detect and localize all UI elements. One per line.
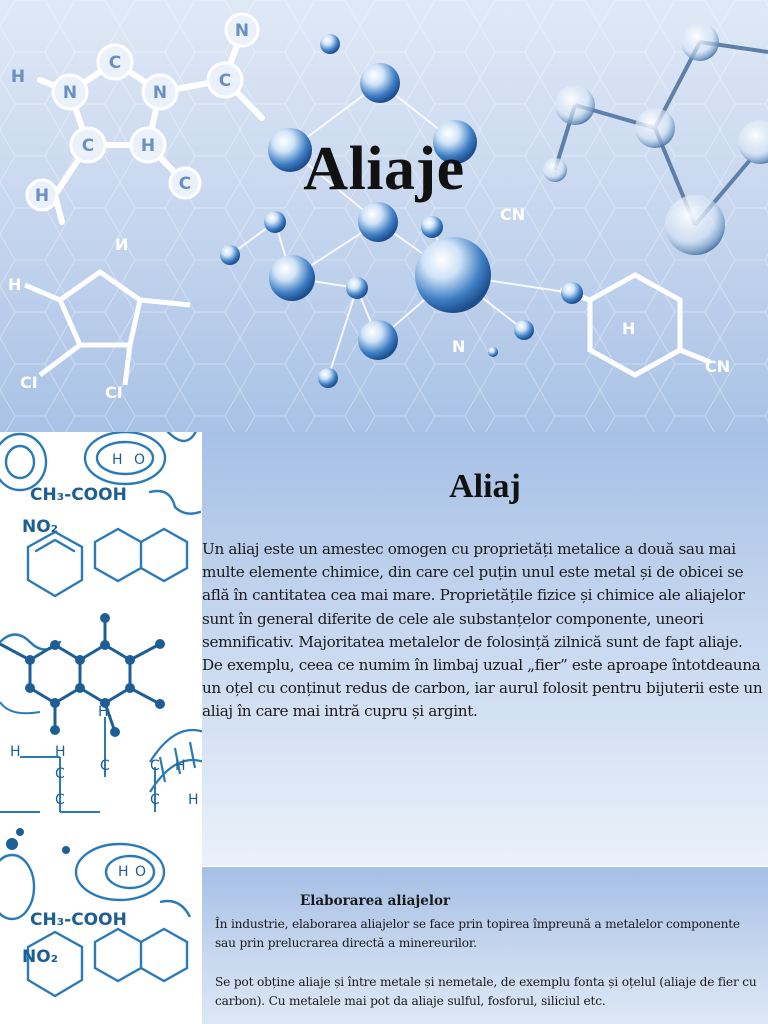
subsection-heading: Elaborarea aliajelor <box>300 893 451 909</box>
slide-title: Aliaje <box>303 135 465 203</box>
atom-label-ci: CI <box>105 383 123 402</box>
atom-label-cn: CN <box>500 205 526 224</box>
atom-c: C <box>150 792 160 808</box>
atom-h: H <box>118 864 129 880</box>
elaboration-paragraph-1: În industrie, elaborarea aliajelor se face prin topirea împreună a metalelor componente sau prin prelucrarea directă a minereurilor. <box>215 917 740 950</box>
atom-label-c: C <box>81 136 95 156</box>
atom-label-ci: CI <box>20 373 38 392</box>
atom-c: C <box>150 758 160 774</box>
formula-acetic-acid: CH₃-COOH <box>30 485 127 505</box>
atom-label-c: C <box>178 174 192 194</box>
title-banner <box>0 0 768 432</box>
formula-nitro: NO₂ <box>22 517 59 537</box>
atom-h: H <box>98 704 109 720</box>
atom-label-n: N <box>152 83 168 103</box>
atom-label-h: H <box>34 186 50 206</box>
atom-h: H <box>188 792 199 808</box>
atom-label-c: C <box>108 53 122 73</box>
atom-c: C <box>100 758 110 774</box>
formula-acetic-acid: CH₃-COOH <box>30 910 127 930</box>
atom-label-h: H <box>622 319 636 338</box>
atom-label-c: C <box>218 71 232 91</box>
main-content-panel <box>202 432 768 866</box>
atom-label-h: H <box>140 136 156 156</box>
atom-label-n: N <box>62 83 78 103</box>
content-section <box>0 432 768 1024</box>
atom-label-n: N <box>234 21 250 41</box>
elaboration-box <box>202 866 768 1024</box>
atom-label-n: N <box>452 337 466 356</box>
section-heading: Aliaj <box>449 468 521 505</box>
molecular-background <box>0 0 768 432</box>
atom-label-h: H <box>8 275 22 294</box>
atom-label-i: И <box>115 235 129 254</box>
atom-h: H <box>112 452 123 468</box>
atom-o: O <box>135 864 147 880</box>
definition-paragraph: Un aliaj este un amestec omogen cu proprietăți metalice a două sau mai multe elemente chimice, din care cel puțin unul este metal și de obicei se află în cantitatea cea mai mare. Proprietățile fizice și chimice ale aliajelor sunt în general diferite de cele ale substanțelor componente, uneori semnificativ. Majoritatea metalelor de folosință zilnică sunt de fapt aliaje. De exemplu, ceea ce numim în limbaj uzual „fier” este aproape întotdeauna un oțel cu conținut redus de carbon, iar aurul folosit pentru bijuterii este un aliaj în care mai intră cupru și argint. <box>202 540 763 721</box>
atom-h: H <box>10 744 21 760</box>
atom-label-h: H <box>10 67 26 87</box>
formula-nitro: NO₂ <box>22 947 59 967</box>
atom-h: H <box>55 744 66 760</box>
elaboration-paragraph-2: Se pot obține aliaje și între metale și nemetale, de exemplu fonta și oțelul (aliaje de fier cu carbon). Cu metalele mai pot da aliaje sulful, fosforul, siliciul etc. <box>215 975 757 1008</box>
atom-c: C <box>55 766 65 782</box>
atom-h: H <box>175 758 186 774</box>
atom-c: C <box>55 792 65 808</box>
atom-o: O <box>134 452 146 468</box>
chemistry-doodles-panel <box>0 432 204 1024</box>
atom-label-cn: CN <box>705 357 731 376</box>
chemistry-doodles <box>0 432 204 1024</box>
